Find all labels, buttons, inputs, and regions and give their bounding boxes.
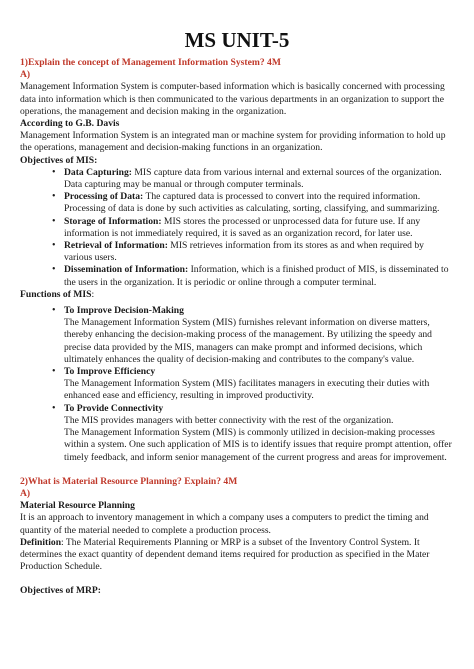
list-item [52,403,454,464]
objective-text: MIS stores the processed or unprocessed data for future use. If any information is not immediately required, it is saved as an organization record, for later use. [64,215,421,239]
davis-heading: According to G.B. Davis [20,118,120,130]
mis-functions-heading: Functions of MIS [20,288,92,300]
objective-text: MIS capture data from various internal and external sources of the organization. Data capturing may be manual or through computer terminals. [64,166,442,191]
mrp-heading: Material Resource Planning [20,500,135,512]
definition-label: Definition [20,536,62,548]
objective-term: Retrieval of Information: [64,240,168,252]
answer-label-1: A) [20,69,31,81]
answer-label-2: A) [20,487,31,499]
list-item [52,167,454,191]
list-item [52,240,454,264]
function-paragraph: The Management Information System (MIS) furnishes relevant information on diverse matters, thereby enhancing the decision-making process of the management. By utilizing the speedy and precise data provided by the MIS, managers can make prompt and informed decisions, which ultimately enhances the quality of decision-making and contributes to the company's value. [64,317,432,365]
mis-objectives-list [52,167,454,289]
objective-term: Dissemination of Information: [64,264,189,276]
function-paragraph: The Management Information System (MIS) facilitates managers in executing their duties with enhanced ease and efficiency, resulting in improved productivity. [64,378,430,402]
page-title: MS UNIT-5 [184,28,290,52]
objective-term: Data Capturing: [64,166,132,178]
list-item [52,366,454,403]
question-1: 1)Explain the concept of Management Information System? 4M [20,57,281,68]
list-item [52,305,454,366]
function-paragraph: The MIS provides managers with better connectivity with the rest of the organization. [64,414,394,426]
objective-term: Processing of Data: [64,191,144,203]
list-item [52,216,454,240]
mis-intro-paragraph: Management Information System is computer-based information which is basically concerned with processing data into information which is then communicated to the various departments in an organization to support the operations, the management and decision making in the organization. [20,81,445,117]
mis-functions-heading-line [20,289,454,301]
mrp-intro-paragraph: It is an approach to inventory management in which a company uses a computers to predict the timing and quantity of the material needed to complete a production process. [20,512,429,536]
mrp-definition-paragraph [20,537,454,574]
definition-text: : The Material Requirements Planning or MRP is a subset of the Inventory Control System. It determines the exact quantity of dependent demand items required for production as specified in the Mater Production Schedule. [20,536,430,573]
function-heading: • To Improve Decision-Making [64,305,184,317]
list-item [52,264,454,288]
mrp-objectives-heading: Objectives of MRP: [20,585,101,597]
function-paragraph: The Management Information System (MIS) is commonly utilized in decision-making processes within a system. One such application of MIS is to identify issues that require prompt attention, offer timely feedback, and inform senior management of the current progress and areas for improvement. [64,427,452,463]
question-2: 2)What is Material Resource Planning? Explain? 4M [20,475,238,487]
davis-definition-paragraph: Management Information System is an integrated man or machine system for providing information to hold up the operations, management and decision-making functions in an organization. [20,130,446,154]
spacer [20,464,454,476]
function-heading: • To Provide Connectivity [64,402,164,414]
objective-term: Storage of Information: [64,215,162,227]
spacer [20,573,454,585]
mis-functions-colon: : [91,288,95,300]
objective-text: Information, which is a finished product of MIS, is disseminated to the users in the organization. It is periodic or online through a computer terminal. [64,264,449,288]
mis-objectives-heading: Objectives of MIS: [20,154,98,166]
list-item [52,191,454,215]
function-heading: • To Improve Efficiency [64,366,156,378]
objective-text: The captured data is processed to convert into the required information. Processing of data is done by such activities as calculating, sorting, classifying, and summarizing. [64,191,440,215]
mis-functions-list [52,305,454,464]
objective-text: MIS retrieves information from its stores as and when required by various users. [64,240,424,264]
